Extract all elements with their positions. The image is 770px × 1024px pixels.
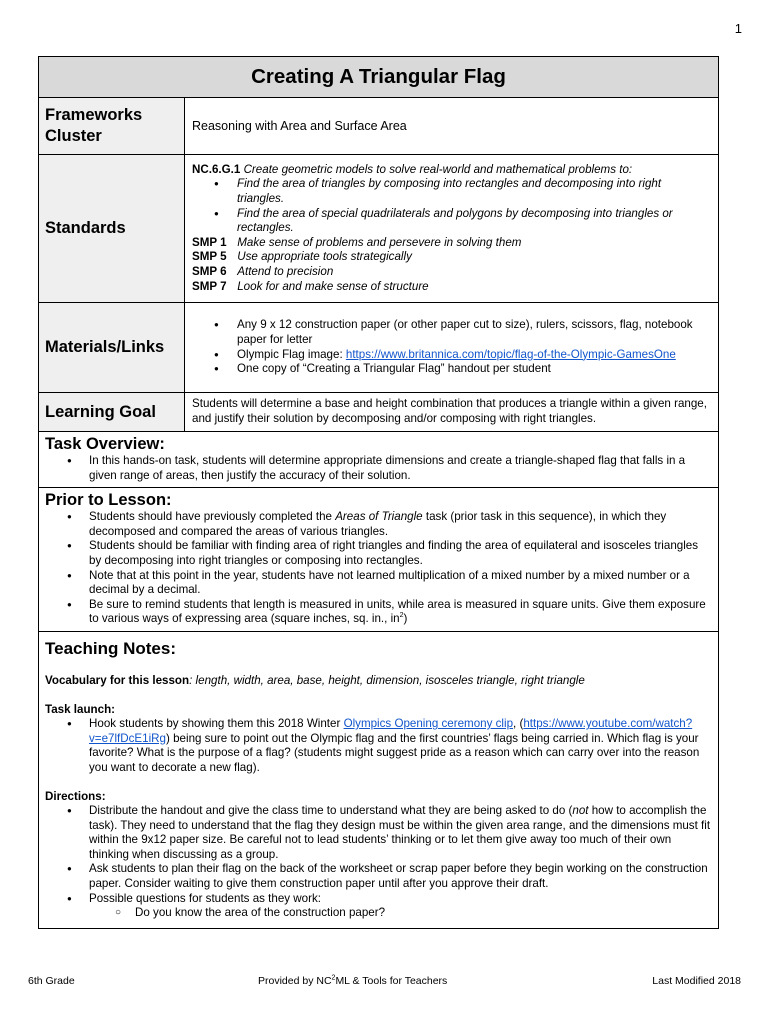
direction-bullet: ● Ask students to plan their flag on the back of the worksheet or scrap paper before they begin working on the construction paper. Consider waiting to give them construction paper until after you approve their draft. (45, 862, 712, 891)
learning-goal-row (39, 393, 718, 432)
learning-goal-text: Students will determine a base and height combination that produces a triangle within a given range, and justify their solution by decomposing and/or composing with right triangles. (192, 397, 707, 425)
task-launch-bullet: ● Hook students by showing them this 2018 Winter Olympics Opening ceremony clip, (https://www.youtube.com/watch?v=e7lfDcE1iRg) being sure to point out the Olympic flag and the first countries’ flags being carried in. Which flag is your favorite? What is the purpose of a flag? (students might suggest pride as a reason which can carry over into the reason you want to decorate a new flag). (45, 717, 712, 775)
footer-provider: Provided by $NC^2ML$ & Tools for Teachers (258, 974, 448, 987)
teaching-notes-section (39, 632, 718, 928)
prior-bullet: ● Students should be familiar with finding area of right triangles and finding the area of equilateral and isosceles triangles by decomposing into right triangles or composing into rectangles. (45, 539, 712, 568)
youtube-link[interactable]: https://www.youtube.com/watch?v=e7lfDcE1iRg (89, 717, 693, 745)
prior-bullet: ● Be sure to remind students that length is measured in units, while area is measured in square units. Give them exposure to various ways of expressing area (square inches, sq. in., $in^2$) (45, 598, 712, 627)
olympic-flag-link[interactable]: https://www.britannica.com/topic/flag-of-the-Olympic-GamesOne (345, 347, 676, 361)
vocabulary-line: Vocabulary for this lesson: length, width, area, base, height, dimension, isosceles triangle, right triangle (45, 673, 585, 687)
materials-item: ● Any 9 x 12 construction paper (or other paper cut to size), rulers, scissors, flag, notebook paper for letter (192, 318, 711, 347)
materials-item: ● One copy of “Creating a Triangular Flag” handout per student (192, 362, 711, 377)
task-overview-title: Task Overview: (45, 435, 165, 453)
materials-row (39, 303, 718, 393)
smp-item: SMP 1 Make sense of problems and persevere in solving them (192, 235, 522, 249)
prior-bullet: ● Note that at this point in the year, students have not learned multiplication of a mixed number by a mixed number or a decimal by a decimal. (45, 569, 712, 598)
direction-bullet: ● Distribute the handout and give the class time to understand what they are being asked to do (not how to accomplish the task). They need to understand that the flag they design must be within the given area range, and the dimensions must fit within the 9x12 paper size. Be careful not to lead students’ thinking or to let them give away too much of their own thinking when discussing as a group. (45, 804, 712, 862)
frameworks-value: Reasoning with Area and Surface Area (192, 118, 407, 133)
smp-item: SMP 7 Look for and make sense of structure (192, 279, 429, 293)
footer-grade: 6th Grade (28, 975, 75, 987)
standards-row (39, 155, 718, 303)
prior-bullet: ● Students should have previously completed the Areas of Triangle task (prior task in this sequence), in which they decomposed and compared the areas of various triangles. (45, 510, 712, 539)
materials-content (185, 303, 718, 392)
prior-to-lesson-title: Prior to Lesson: (45, 491, 172, 510)
standard-bullet: ● Find the area of triangles by composing into rectangles and decomposing into right triangles. (192, 177, 711, 206)
teaching-notes-title: Teaching Notes: (45, 638, 176, 658)
page-number: 1 (734, 21, 742, 36)
frameworks-label: Frameworks Cluster (39, 98, 185, 154)
task-launch-label: Task launch: (45, 702, 116, 716)
frameworks-row (39, 98, 718, 155)
materials-item: ● Olympic Flag image: https://www.britannica.com/topic/flag-of-the-Olympic-GamesOne (192, 348, 711, 363)
standard-bullet: ● Find the area of special quadrilaterals and polygons by decomposing into triangles or rectangles. (192, 207, 711, 236)
direction-bullet: ● Possible questions for students as they work: (45, 892, 712, 907)
smp-item: SMP 5 Use appropriate tools strategically (192, 250, 412, 264)
task-overview-section (39, 432, 718, 488)
nc-standard (192, 163, 711, 178)
standards-label: Standards (39, 155, 185, 302)
nc-code: NC.6.G.1 (192, 162, 241, 176)
standards-bullets (192, 177, 711, 235)
document-title: Creating A Triangular Flag (39, 57, 718, 98)
smp-item: SMP 6 Attend to precision (192, 264, 334, 278)
learning-goal-label: Learning Goal (39, 393, 185, 431)
nc-text: Create geometric models to solve real-world and mathematical problems to: (243, 162, 633, 176)
footer-modified: Last Modified 2018 (652, 975, 741, 987)
olympics-clip-link[interactable]: Olympics Opening ceremony clip (343, 717, 514, 731)
prior-to-lesson-section (39, 488, 718, 632)
directions-label: Directions: (45, 789, 106, 803)
standards-content (185, 155, 718, 302)
materials-label: Materials/Links (39, 303, 185, 392)
task-overview-bullet: ● In this hands-on task, students will determine appropriate dimensions and create a triangle-shaped flag that falls in a given range of areas, then justify the accuracy of their solution. (45, 454, 712, 483)
direction-sub-bullet: ○ Do you know the area of the construction paper? (45, 906, 712, 921)
lesson-document (38, 56, 719, 929)
